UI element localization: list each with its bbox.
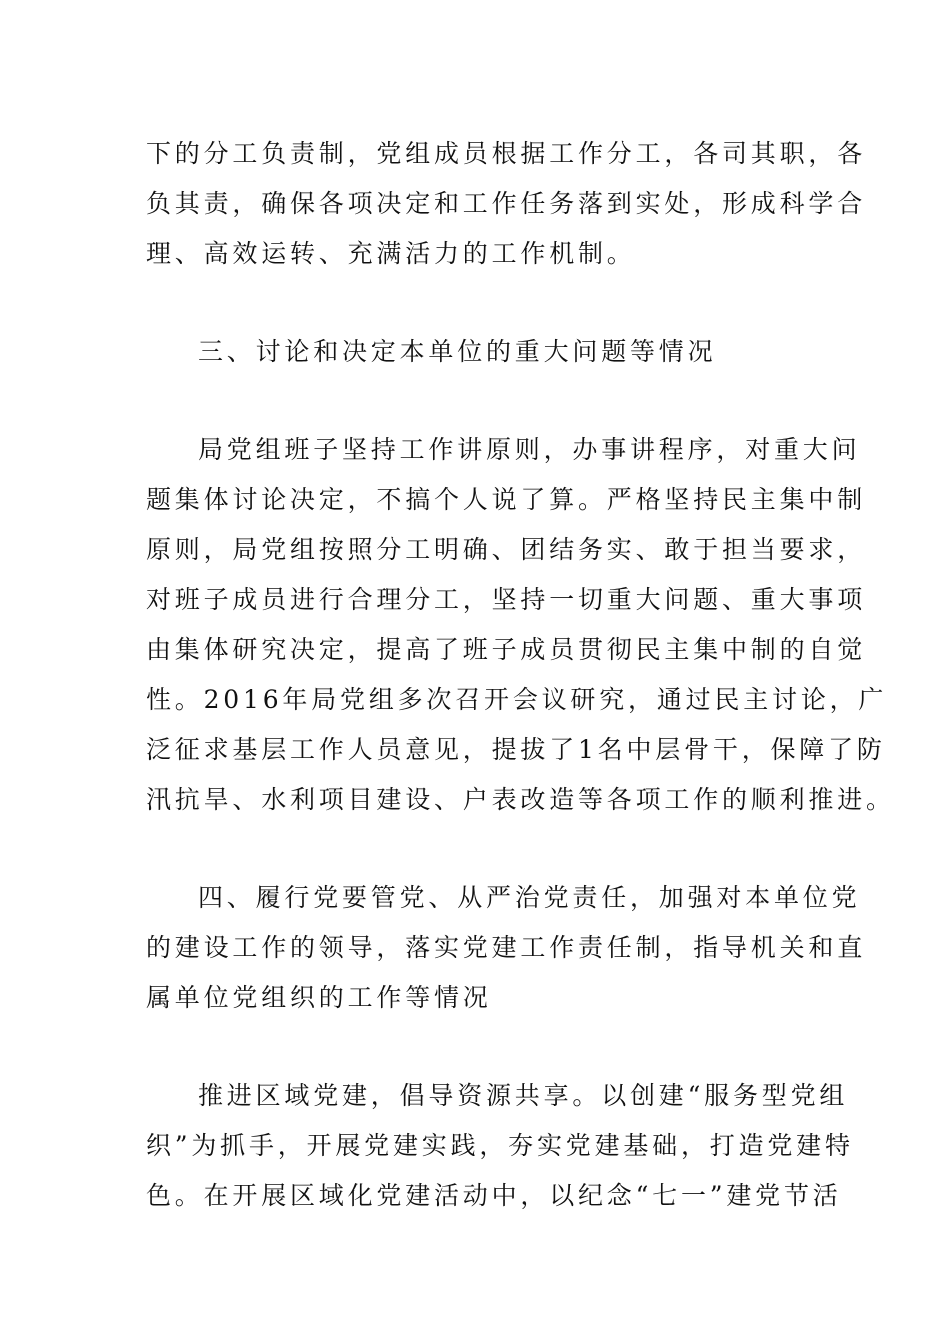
paragraph-line: 性。2016年局党组多次召开会议研究，通过民主讨论，广 (146, 685, 888, 714)
paragraph-line: 色。在开展区域化党建活动中，以纪念“七一”建党节活 (146, 1181, 842, 1210)
section-heading: 四、履行党要管党、从严治党责任，加强对本单位党 (198, 883, 861, 912)
paragraph-line: 泛征求基层工作人员意见，提拔了1名中层骨干，保障了防 (146, 735, 886, 764)
paragraph-line: 原则，局党组按照分工明确、团结务实、敢于担当要求， (146, 535, 867, 564)
section-heading: 三、讨论和决定本单位的重大问题等情况 (198, 337, 717, 366)
paragraph-line: 题集体讨论决定，不搞个人说了算。严格坚持民主集中制 (146, 485, 867, 514)
paragraph-line: 局党组班子坚持工作讲原则，办事讲程序，对重大问 (198, 435, 861, 464)
paragraph-line: 对班子成员进行合理分工，坚持一切重大问题、重大事项 (146, 585, 867, 614)
paragraph-line: 由集体研究决定，提高了班子成员贯彻民主集中制的自觉 (146, 635, 867, 664)
section-heading: 属单位党组织的工作等情况 (146, 983, 492, 1012)
paragraph-line: 负其责，确保各项决定和工作任务落到实处，形成科学合 (146, 189, 867, 218)
paragraph-line: 理、高效运转、充满活力的工作机制。 (146, 239, 636, 268)
section-heading: 的建设工作的领导，落实党建工作责任制，指导机关和直 (146, 933, 867, 962)
paragraph-line: 推进区域党建，倡导资源共享。以创建“服务型党组 (198, 1081, 849, 1110)
paragraph-line: 汛抗旱、水利项目建设、户表改造等各项工作的顺利推进。 (146, 785, 895, 814)
paragraph-line: 织”为抓手，开展党建实践，夯实党建基础，打造党建特 (146, 1131, 854, 1160)
paragraph-line: 下的分工负责制，党组成员根据工作分工，各司其职，各 (146, 139, 867, 168)
